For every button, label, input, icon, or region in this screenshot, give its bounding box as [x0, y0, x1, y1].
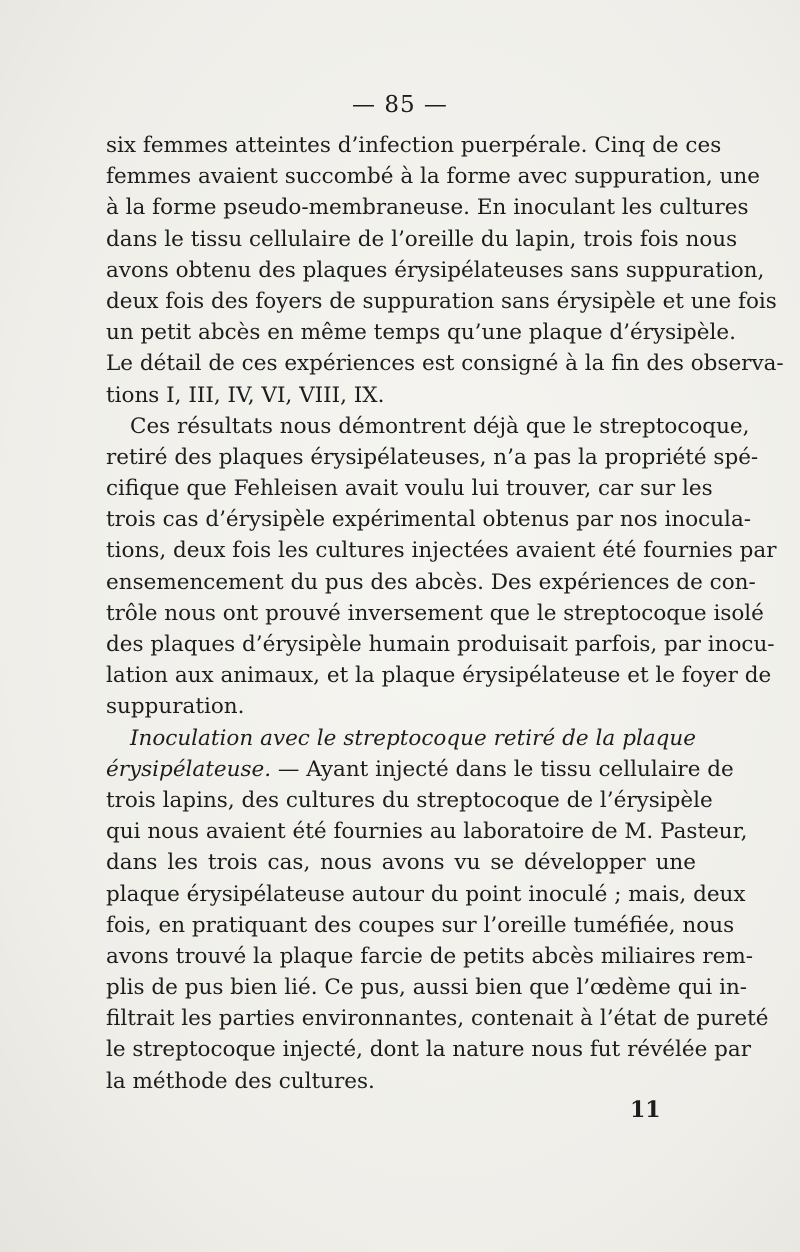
body-text	[106, 130, 784, 1097]
text-line: ensemencement du pus des abcès. Des expériences de con-	[106, 569, 756, 595]
signature-mark: 11	[630, 1097, 661, 1123]
text-line: avons trouvé la plaque farcie de petits abcès miliaires rem-	[106, 943, 753, 969]
text-line: trôle nous ont prouvé inversement que le streptocoque isolé	[106, 600, 764, 626]
text-line: femmes avaient succombé à la forme avec suppuration, une	[106, 164, 760, 190]
text-line: dans le tissu cellulaire de l’oreille du lapin, trois fois nous	[106, 226, 738, 252]
text-line: un petit abcès en même temps qu’une plaque d’érysipèle.	[106, 320, 736, 346]
text-line: retiré des plaques érysipélateuses, n’a pas la propriété spé-	[106, 444, 759, 470]
text-line: suppuration.	[106, 694, 245, 720]
text-line: dans les trois cas, nous avons vu se développer une	[106, 850, 696, 876]
text-line: plis de pus bien lié. Ce pus, aussi bien que l’œdème qui in-	[106, 975, 748, 1001]
text-line: le streptocoque injecté, dont la nature nous fut révélée par	[106, 1037, 752, 1063]
section-heading-continued: érysipélateuse.	[106, 756, 272, 782]
page-number: — 85 —	[352, 92, 448, 118]
text-line: qui nous avaient été fournies au laboratoire de M. Pasteur,	[106, 819, 748, 845]
text-line: tions I, III, IV, VI, VIII, IX.	[106, 382, 385, 408]
text-line-mixed	[106, 754, 734, 785]
text-line: Ces résultats nous démontrent déjà que le streptocoque,	[130, 413, 750, 439]
text-line: six femmes atteintes d’infection puerpérale. Cinq de ces	[106, 133, 722, 158]
text-line: trois lapins, des cultures du streptocoque de l’érysipèle	[106, 787, 713, 813]
text-line: lation aux animaux, et la plaque érysipélateuse et le foyer de	[106, 663, 772, 689]
text-line: plaque érysipélateuse autour du point inoculé ; mais, deux	[106, 881, 746, 907]
text-line: deux fois des foyers de suppuration sans érysipèle et une fois	[106, 288, 777, 314]
section-heading: Inoculation avec le streptocoque retiré de la plaque	[130, 725, 696, 751]
text-line: filtrait les parties environnantes, contenait à l’état de pureté	[106, 1006, 769, 1032]
text-line: trois cas d’érysipèle expérimental obtenus par nos inocula-	[106, 507, 752, 533]
text-line: cifique que Fehleisen avait voulu lui trouver, car sur les	[106, 476, 713, 502]
text-line: avons obtenu des plaques érysipélateuses sans suppuration,	[106, 257, 765, 283]
text-line: — Ayant injecté dans le tissu cellulaire de	[271, 756, 734, 782]
text-line: Le détail de ces expériences est consigné à la fin des observa-	[106, 351, 784, 377]
text-line: tions, deux fois les cultures injectées avaient été fournies par	[106, 538, 777, 564]
text-line: à la forme pseudo-membraneuse. En inoculant les cultures	[106, 195, 749, 221]
text-line: des plaques d’érysipèle humain produisait parfois, par inocu-	[106, 632, 775, 657]
text-line: la méthode des cultures.	[106, 1068, 375, 1094]
text-line: fois, en pratiquant des coupes sur l’oreille tuméfiée, nous	[106, 912, 735, 938]
